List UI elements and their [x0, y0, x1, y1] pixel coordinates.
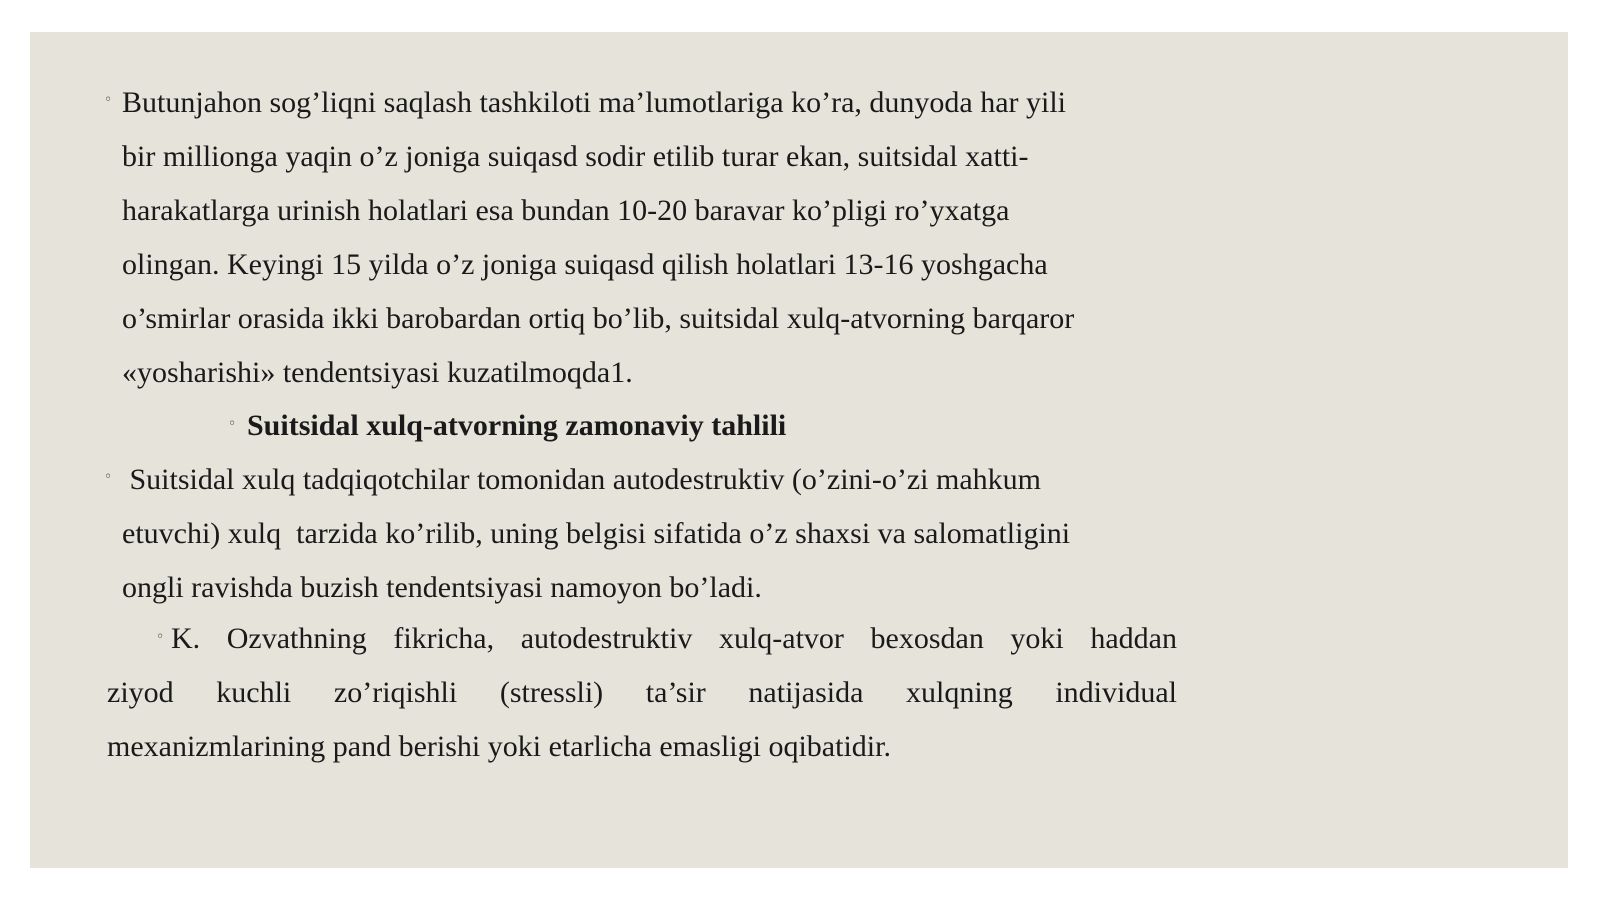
- bullet-icon: ◦: [156, 629, 165, 645]
- bullet-icon: ◦: [104, 469, 113, 485]
- paragraph-2-line: etuvchi) xulq tarzida ko’rilib, uning belgisi sifatida o’z shaxsi va salomatligini: [122, 517, 1071, 550]
- paragraph-2-line: Suitsidal xulq tadqiqotchilar tomonidan autodestruktiv (o’zini-o’zi mahkum: [122, 463, 1041, 496]
- paragraph-3-line: ziyod kuchli zo’riqishli (stressli) ta’sir natijasida xulqning individual: [107, 676, 1177, 709]
- slide-content: [30, 32, 1568, 868]
- paragraph-1-line: o’smirlar orasida ikki barobardan ortiq bo’lib, suitsidal xulq-atvorning barqaror: [122, 302, 1075, 335]
- slide-background: [30, 32, 1568, 868]
- paragraph-1-line: harakatlarga urinish holatlari esa bundan 10-20 baravar ko’pligi ro’yxatga: [122, 194, 1010, 227]
- paragraph-1: [122, 76, 1212, 400]
- paragraph-1-line: «yosharishi» tendentsiyasi kuzatilmoqda1.: [122, 356, 633, 389]
- bullet-icon: ◦: [228, 416, 237, 432]
- paragraph-3-first: [171, 612, 1177, 666]
- paragraph-1-line: bir millionga yaqin o’z joniga suiqasd sodir etilib turar ekan, suitsidal xatti-: [122, 140, 1029, 173]
- paragraph-3-line: K. Ozvathning fikricha, autodestruktiv xulq-atvor bexosdan yoki haddan: [171, 622, 1177, 655]
- paragraph-2: [122, 453, 1212, 615]
- paragraph-1-line: Butunjahon sog’liqni saqlash tashkiloti ma’lumotlariga ko’ra, dunyoda har yili: [122, 86, 1067, 119]
- paragraph-3-rest: [107, 666, 1177, 774]
- paragraph-2-line: ongli ravishda buzish tendentsiyasi namoyon bo’ladi.: [122, 571, 762, 604]
- bullet-icon: ◦: [104, 92, 113, 108]
- paragraph-1-line: olingan. Keyingi 15 yilda o’z joniga suiqasd qilish holatlari 13-16 yoshgacha: [122, 248, 1048, 281]
- paragraph-3-line: mexanizmlarining pand berishi yoki etarlicha emasligi oqibatidir.: [107, 730, 891, 763]
- section-heading: Suitsidal xulq-atvorning zamonaviy tahlili: [247, 409, 787, 442]
